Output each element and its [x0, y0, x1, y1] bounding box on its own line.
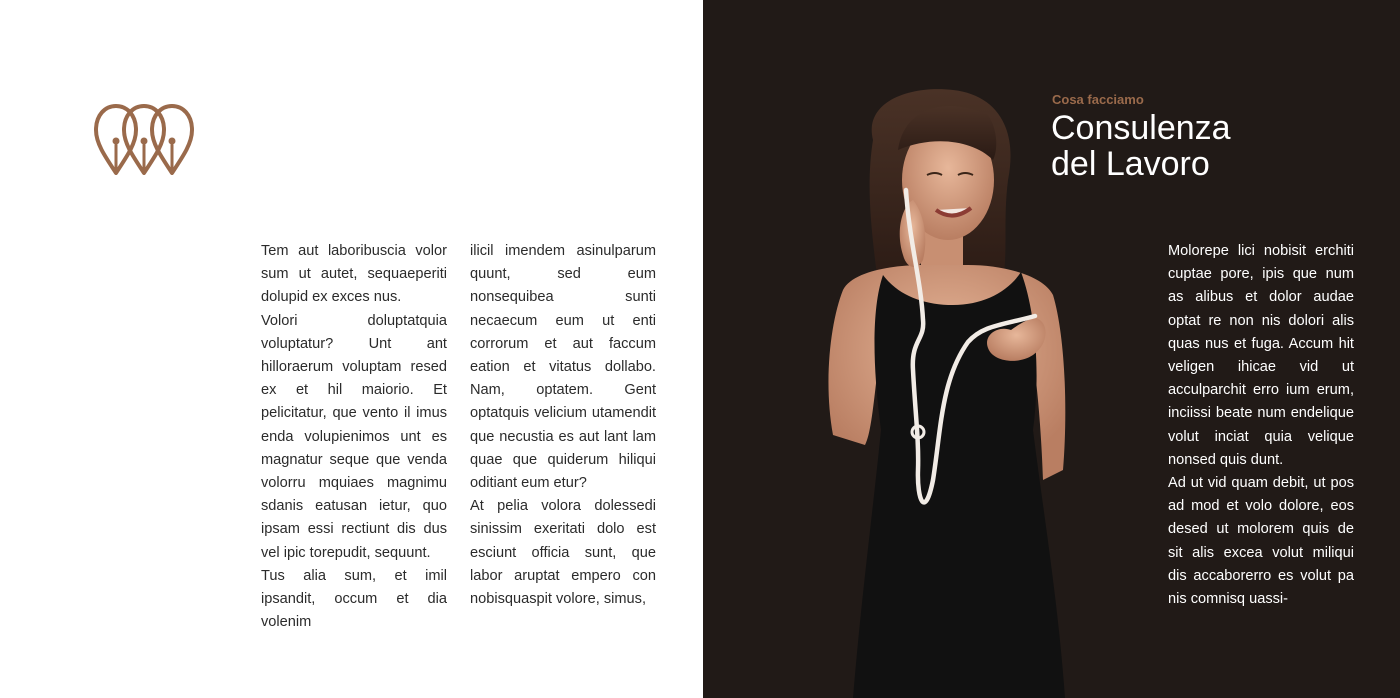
section-kicker: Cosa facciamo: [1052, 92, 1144, 107]
three-pin-logo-icon: [94, 103, 194, 175]
text-column-3: [1168, 240, 1354, 611]
right-page: [703, 0, 1400, 698]
text-column-2: [470, 240, 656, 611]
paragraph: Tus alia sum, et imil ipsandit, occum et dia volenim: [261, 567, 447, 631]
paragraph: Tem aut laboribuscia volor sum ut autet, sequaeperiti dolupid ex exces nus.: [261, 243, 447, 306]
paragraph: Ad ut vid quam debit, ut pos ad mod et volo dolore, eos desed ut molorem quis de sit alis excea volut miliqui dis accaborerro es volut pa nis comnisq uassi-: [1168, 475, 1354, 608]
text-column-1: [261, 240, 447, 634]
paragraph: At pelia volora dolessedi sinissim exeritati dolo est esciunt officia sunt, que labor aruptat empero con nobisquaspit volore, simus,: [470, 498, 656, 608]
paragraph: Volori doluptatquia voluptatur? Unt ant hilloraerum voluptam resed ex et hil maiorio. Et pelicitatur, que vento il imus enda volupienimos unt es magnatur seque que venda volorru mquiaes magnimu sdanis eatusan ietur, quo ipsam essi rectiunt dis dus vel ipic torepudit, sequunt.: [261, 312, 447, 561]
paragraph: Molorepe lici nobisit erchiti cuptae pore, ipis que num as alibus et dolor audae optat re non nis dolori alis quas nus et fuga. Accum hit veligen ihicae vid ut acculparchit erro ium erum, inciissi beate num endelique volut inciat quia velique nonsed quis dunt.: [1168, 243, 1354, 468]
title-line-2: del Lavoro: [1051, 145, 1210, 183]
title-line-1: Consulenza: [1051, 109, 1231, 147]
page-title: [1051, 110, 1231, 182]
paragraph: ilicil imendem asinulparum quunt, sed eum nonsequibea sunti necaecum eum ut enti corrorum et aut faccum eation et vitatus dollabo. Nam, optatem. Gent optatquis velicium utamendit que necustia es aut lant lam quae que quiderum hiliqui oditiant eum etur?: [470, 243, 656, 492]
